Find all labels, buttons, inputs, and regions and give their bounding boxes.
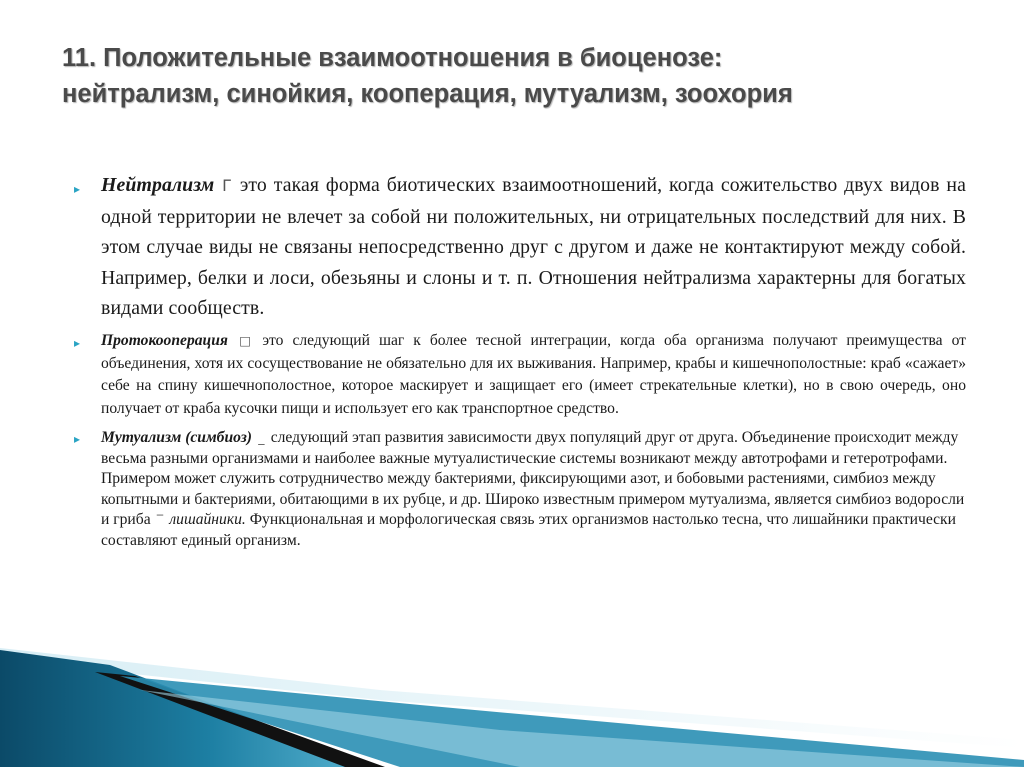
deco-teal-band	[0, 650, 380, 767]
term-protocooperation: Протокооперация	[101, 331, 228, 349]
definition-text-end: Функциональная и морфологическая связь этих организмов настолько тесна, что лишайники практически составляют единый организм.	[101, 511, 956, 549]
separator-glyph: Г	[222, 176, 232, 195]
term-neutralism: Нейтрализм	[101, 174, 215, 196]
deco-black-stripe	[95, 672, 385, 767]
bullet-arrow-icon: ▸	[74, 182, 81, 196]
definition-text: следующий этап развития зависимости двух популяций друг от друга. Объединение происходит между весьма разными организмами и наиболее важные мутуалистические системы возникают между автотрофами и гетеротрофами. Примером может служить сотрудничество между бактериями, фиксирующими азот, и бобовыми растениями, симбиоз между копытными и бактериями, обитающими в их рубце, и др. Широко известным примером мутуализма, является симбиоз водоросли и гриба	[101, 429, 965, 529]
title-line-2: нейтрализм, синойкия, кооперация, мутуализм, зоохория	[62, 80, 793, 108]
deco-light-stripe	[0, 648, 1024, 748]
list-item-mutualism	[74, 428, 966, 551]
bullet-arrow-icon: ▸	[74, 335, 81, 350]
deco-pale-band	[140, 690, 1024, 767]
separator-glyph: □	[234, 332, 257, 348]
deco-blue-band	[120, 676, 1024, 767]
bullet-arrow-icon: ▸	[74, 432, 81, 447]
slide-title	[62, 40, 962, 112]
content-list	[74, 170, 966, 551]
definition-text: это следующий шаг к более тесной интеграции, когда оба организма получают преимущества от объединения, хотя их сосуществование не обязательно для их выживания. Например, крабы и кишечнополостные: краб «сажает» себе на спину кишечнополостное, которое маскирует и защищает его (имеет стрекательные клетки), но в свою очередь, оно получает от краба кусочки пищи и использует его как транспортное средство.	[101, 331, 966, 417]
separator-glyph: _	[258, 430, 265, 446]
title-line-1: 11. Положительные взаимоотношения в биоценозе:	[62, 44, 723, 72]
list-item-protocooperation	[74, 330, 966, 420]
list-item-neutralism	[74, 170, 966, 324]
term-mutualism: Мутуализм (симбиоз)	[101, 429, 252, 447]
emphasis-lichens: лишайники.	[169, 511, 246, 529]
definition-text: это такая форма биотических взаимоотношений, когда сожительство двух видов на одной территории не влечет за собой ни положительных, ни отрицательных последствий для них. В этом случае виды не связаны непосредственно друг с другом и даже не контактируют между собой. Например, белки и лоси, обезьяны и слоны и т. п. Отношения нейтрализма характерны для богатых видами сообществ.	[101, 174, 966, 320]
separator-glyph-2: ‾	[156, 512, 164, 528]
